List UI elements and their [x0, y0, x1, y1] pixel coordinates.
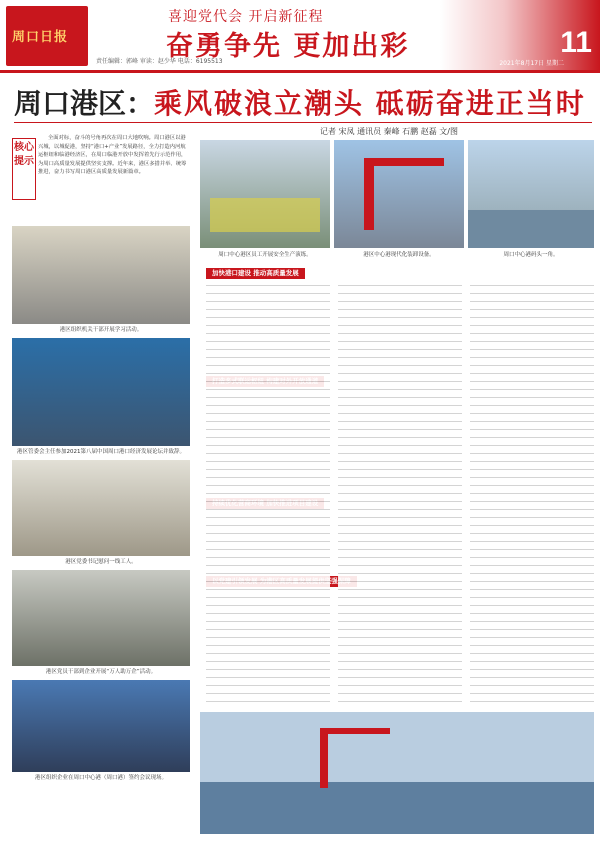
top-caption-1: 周口中心港区员工开展安全生产演练。 — [218, 252, 312, 258]
left-caption-4: 港区党员干部到企业开展“万人助万企”活动。 — [45, 669, 157, 675]
port-crane — [320, 728, 328, 788]
left-caption-3: 港区党委书记慰问一线工人。 — [65, 559, 137, 565]
photo-visit — [12, 460, 190, 556]
article-column-1 — [206, 282, 330, 706]
summary-box — [12, 132, 190, 220]
left-caption-5: 港区组织企业在周口中心港（周口港）签约会议现场。 — [34, 775, 167, 781]
photo-crane — [334, 140, 464, 248]
article-column-3 — [470, 282, 594, 706]
section-title-1: 加快港口建设 推动高质量发展 — [206, 268, 305, 279]
port-containers — [200, 782, 594, 834]
headline — [14, 82, 594, 120]
photo-enterprise — [12, 570, 190, 666]
article-body — [206, 282, 594, 706]
page-number: 11 — [560, 26, 592, 59]
top-caption-3: 周口中心港码头一角。 — [503, 252, 559, 258]
byline: 记者 宋凤 通讯员 秦峰 石鹏 赵磊 文/图 — [320, 127, 458, 136]
photo-port-panorama — [200, 712, 594, 834]
photo-meeting — [12, 226, 190, 324]
photo-workers — [210, 198, 320, 232]
dock-water — [468, 210, 594, 248]
summary-tag: 核心提示 — [12, 138, 36, 200]
headline-rule — [14, 122, 592, 123]
page-header — [0, 0, 600, 70]
left-photo-column — [12, 226, 190, 786]
headline-right: 乘风破浪立潮头 砥砺奋进正当时 — [154, 87, 586, 120]
editor-meta: 责任编辑：郭峰 审读：赵少华 电话：6195513 — [96, 58, 223, 65]
header-rule — [0, 70, 600, 73]
port-crane-arm — [320, 728, 390, 734]
crane-leg — [364, 158, 374, 230]
left-caption-2: 港区管委会主任参加2021第八届中国周口港口经济发展论坛并致辞。 — [17, 449, 185, 455]
photo-forum — [12, 338, 190, 446]
top-caption-2: 港区中心港现代化装卸设备。 — [363, 252, 435, 258]
slogan-top: 喜迎党代会 开启新征程 — [168, 9, 324, 25]
article-column-2 — [338, 282, 462, 706]
headline-left: 周口港区： — [14, 87, 155, 120]
logo-text: 周口日报 — [12, 30, 69, 45]
left-caption-1: 港区组织机关干部开展学习活动。 — [59, 327, 143, 333]
summary-text: 全面对标，奋斗的号角再次在周口大地吹响。周口港区以港兴城，以城促港，坚持“港口+产业”发展路径，全力打造内河航运枢纽和临港经济区，在周口临港开放中发挥着先行示范作用，为周口高质量发展提供坚实支撑。近年来，港区多措并举、统筹推进，奋力书写周口港区高质量发展新篇章。 — [38, 135, 187, 176]
photo-drill — [200, 140, 330, 248]
newspaper-logo — [6, 6, 88, 66]
header-banner — [440, 0, 600, 70]
crane-arm — [364, 158, 444, 166]
photo-signing — [12, 680, 190, 772]
issue-date: 2021年8月17日 星期二 — [499, 60, 564, 67]
photo-dock — [468, 140, 594, 248]
slogan-main: 奋勇争先 更加出彩 — [166, 31, 410, 62]
